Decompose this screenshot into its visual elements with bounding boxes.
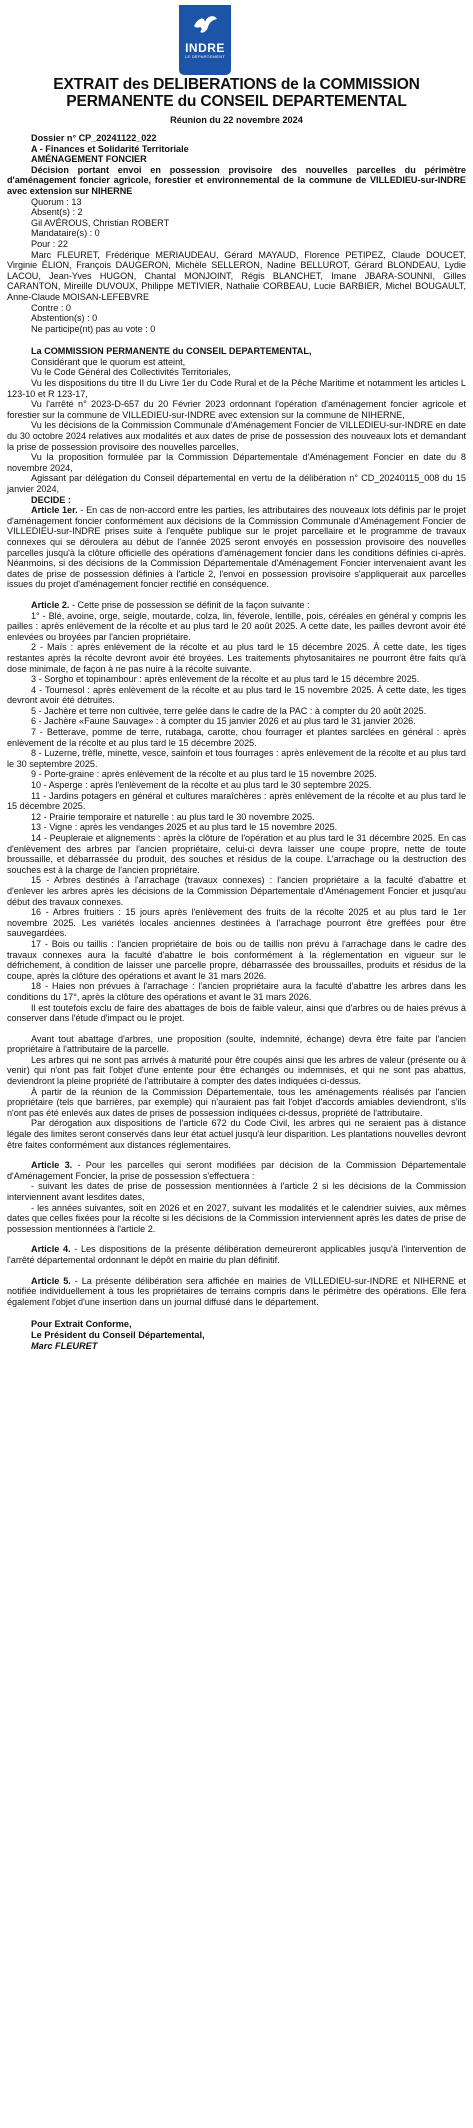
article-2-paragraph: À partir de la réunion de la Commission Départementale, tous les aménagements réalisés par l'ancien propriétaire (tels que barrières, par exemple) qui n'auraient pas fait l'objet d'accords amiables deviendront, s'ils n'ont pas été enlevés aux dates de prises de possession indiquées ci-dessus, propriété de l'attributaire. xyxy=(7,1086,466,1118)
article-4-text: - Les dispositions de la présente délibération demeureront applicables jusqu'à l'intervention de l'arrêté départemental ordonnant le dépôt en mairie du plan définitif. xyxy=(7,1244,466,1265)
article-4-label: Article 4. xyxy=(31,1244,71,1255)
attendance-block xyxy=(7,197,466,250)
meeting-date: Réunion du 22 novembre 2024 xyxy=(170,115,303,125)
article-2-item: 7 - Betterave, pomme de terre, rutabaga, carotte, chou fourrager et plantes sarclées en général : après enlèvement de la récolte et au plus tard le 15 décembre 2025. xyxy=(7,727,466,748)
article-2-label: Article 2. xyxy=(31,599,70,610)
article-3-item: - les années suivantes, soit en 2026 et en 2027, suivant les modalités et le calendrier suivies, aux mêmes dates que celles fixées pour la récolte si les décisions de la Commission interviennent après les dates de prise de possession mentionnées à l'article 2. xyxy=(7,1202,466,1234)
article-2-item: 11 - Jardins potagers en général et cultures maraîchères : après enlèvement de la récolte et au plus tard le 15 décembre 2025. xyxy=(7,790,466,812)
dossier-number: Dossier n° CP_20241122_022 xyxy=(31,133,157,143)
article-3-item: - suivant les dates de prise de possession mentionnées à l'article 2 si les décisions de la Commission interviennent avant lesdites dates, xyxy=(7,1181,466,1202)
dossier-subject: AMÉNAGEMENT FONCIER xyxy=(31,154,147,165)
page-title-line1: EXTRAIT des DELIBERATIONS de la COMMISSION xyxy=(53,76,420,93)
preamble-item: Vu la proposition formulée par la Commission Départementale d'Aménagement Foncier en date du 8 novembre 2024, xyxy=(7,452,466,473)
preamble-item: Vu l'arrêté n° 2023-D-657 du 20 Février 2023 ordonnant l'opération d'aménagement foncier agricole et forestier sur la commune de VILLEDIEU-sur-INDRE avec extension sur la commune de NIHERNE, xyxy=(7,399,466,420)
article-3-intro-text: - Pour les parcelles qui seront modifiées par décision de la Commission Départementale d'Aménagement Foncier, la prise de possession s'effectuera : xyxy=(7,1160,466,1181)
article-2-item: 6 - Jachère «Faune Sauvage» : à compter du 15 janvier 2026 et au plus tard le 31 janvier 2026. xyxy=(31,716,416,727)
article-2-item: 5 - Jachère et terre non cultivée, terre gelée dans le cadre de la PAC : à compter du 20 août 2025. xyxy=(31,705,427,716)
absents-count: Absent(s) : 2 xyxy=(31,207,83,218)
dossier-category: A - Finances et Solidarité Territoriale xyxy=(31,143,189,154)
article-2-item: 13 - Vigne : après les vendanges 2025 et au plus tard le 15 novembre 2025. xyxy=(31,822,338,833)
header-logo-area xyxy=(7,0,466,76)
article-2-intro-text: - Cette prise de possession se définit de la façon suivante : xyxy=(69,599,310,610)
article-2-item: 18 - Haies non prévues à l'arrachage : l'ancien propriétaire aura la faculté d'abattre les arbres dans les conditions du 17°, après la clôture des opérations et avant le 31 mars 2026. xyxy=(7,981,466,1002)
contre: Contre : 0 xyxy=(31,302,71,313)
pour-names: Marc FLEURET, Frédérique MERIAUDEAU, Gérard MAYAUD, Florence PETIPEZ, Claude DOUCET, Virginie ÉLION, François DAUGERON, Michèle SELLERON, Nadine BELLUROT, Gérard BLONDEAU, Lydie LACOU, Jean-Yves HUGON, Chantal MONJOINT, Régis BLANCHET, Imane JBARA-SOUNNI, Gilles CARANTON, Mireille DUVOUX, Philippe METIVIER, Nathalie CORBEAU, Lucie BARBIER, Michel BOUGAULT, Anne-Claude MOISAN-LEFEBVRE xyxy=(7,249,466,302)
commission-heading: La COMMISSION PERMANENTE du CONSEIL DEPARTEMENTAL, xyxy=(31,346,312,357)
article-2-item: 9 - Porte-graine : après enlèvement de la récolte et au plus tard le 15 novembre 2025. xyxy=(31,769,377,780)
article-2-item: 16 - Arbres fruitiers : 15 jours après l'enlèvement des fruits de la récolte 2025 et au plus tard le 1er novembre 2025. Les variétés locales anciennes destinées à l'arrachage pourront être greffées pour être sauvegardées. xyxy=(7,907,466,939)
article-2-item: 8 - Luzerne, trèfle, minette, vesce, sainfoin et tous fourrages : après enlèvement de la récolte et au plus tard le 30 septembre 2025. xyxy=(7,748,466,769)
article-2-paragraph: Les arbres qui ne sont pas arrivés à maturité pour être coupés ainsi que les arbres de valeur (présente ou à venir) qui n'ont pas fait l'objet d'une entente pour être échangés ou indemnisés, et qui ne sont pas abattus, deviendront la pleine propriété de l'attributaire à compter des dates indiquées ci-dessus. xyxy=(7,1054,466,1087)
article-2-item: Il est toutefois exclu de faire des abattages de bois de faible valeur, ainsi que d'arbres ou de haies prévus à conserver dans l'étude d'impact ou le projet. xyxy=(7,1002,466,1024)
article-4 xyxy=(7,1244,466,1265)
article-1 xyxy=(7,505,466,590)
bird-icon xyxy=(190,10,220,40)
indre-logo xyxy=(179,5,231,75)
dossier-header xyxy=(7,133,466,165)
signature-name: Marc FLEURET xyxy=(31,1341,98,1352)
logo-subtitle: LE DÉPARTEMENT xyxy=(184,54,226,59)
decide-heading: DECIDE : xyxy=(31,494,71,505)
article-2-item: 4 - Tournesol : après enlèvement de la récolte et au plus tard le 15 novembre 2025. À cette date, les tiges devront avoir été détruites. xyxy=(7,684,466,706)
preamble-item: Considérant que le quorum est atteint, xyxy=(31,356,186,367)
article-5-text: - La présente délibération sera affichée en mairies de VILLEDIEU-sur-INDRE et NIHERNE et notifiée individuellement à tous les propriétaires de terrains compris dans le périmètre des opérations. Elle fera également l'objet d'une insertion dans un journal diffusé dans le département. xyxy=(7,1275,466,1307)
signature-block xyxy=(7,1319,466,1352)
article-2-item: 15 - Arbres destinés à l'arrachage (travaux connexes) : l'ancien propriétaire a la faculté d'abattre et d'enlever les arbres après les décisions de la Commission Départementale d'Aménagement Foncier et jusqu'au début des travaux connexes. xyxy=(7,875,466,907)
page-title-line2: PERMANENTE du CONSEIL DEPARTEMENTAL xyxy=(66,93,407,110)
article-2-intro xyxy=(7,600,466,611)
pour-count: Pour : 22 xyxy=(31,238,68,249)
article-2-item: 10 - Asperge : après l'enlèvement de la récolte et au plus tard le 30 septembre 2025. xyxy=(31,780,372,791)
logo-word: INDRE xyxy=(185,41,225,55)
preamble-item: Agissant par délégation du Conseil départemental en vertu de la délibération n° CD_20240115_008 du 15 janvier 2024, xyxy=(7,473,466,494)
article-2-item: 2 - Maïs : après enlèvement de la récolte et au plus tard le 15 décembre 2025. À cette date, les tiges restantes après la récolte devront avoir été broyées. Les traitements phytosanitaires ne pourront être faits qu'à dose minimale, de façon à ne pas nuire à la récolte suivante. xyxy=(7,642,466,674)
article-2-item: 12 - Prairie temporaire et naturelle : au plus tard le 30 novembre 2025. xyxy=(31,811,315,822)
signature-line1: Pour Extrait Conforme, xyxy=(31,1319,132,1330)
article-2-item: 3 - Sorgho et topinambour : après enlèvement de la récolte et au plus tard le 15 décembre 2025. xyxy=(31,674,420,685)
abstention: Abstention(s) : 0 xyxy=(31,313,98,324)
article-2-item: 17 - Bois ou taillis : l'ancien propriétaire de bois ou de taillis non prévu à l'arrachage dans le cadre des travaux connexes aura la faculté d'abattre le bois conformément à la réglementation en vigueur sur le défrichement, à condition de laisser une parcelle propre, débarrassée des broussailles, produits et résidus de la coupe, après la clôture des opérations et avant le 31 mars 2026. xyxy=(7,938,466,981)
preamble-item: Vu les décisions de la Commission Communale d'Aménagement Foncier de VILLEDIEU-sur-INDRE en date du 30 octobre 2024 relatives aux modalités et aux dates de prise de possession des nouveaux lots et demandant la prise de possession provisoire des nouvelles parcelles, xyxy=(7,420,466,452)
quorum: Quorum : 13 xyxy=(31,196,82,207)
article-1-text: - En cas de non-accord entre les parties, les attributaires des nouveaux lots définis par le projet d'aménagement foncier conformément aux décisions de la Commission Communale d'Aménagement Foncier de VILLEDIEU-sur-INDRE prises suite à l'enquête publique sur le projet parcellaire et le programme de travaux connexes qui se déroulera au début de l'année 2025 seront envoyés en possession provisoire des nouvelles parcelles jusqu'à la clôture officielle des opérations d'aménagement foncier dans les conditions définies ci-après. Néanmoins, si des décisions de la Commission Départementale d'Aménagement Foncier intervenaient avant les dates de prise de possession définies à l'article 2, l'envoi en possession provisoire s'appliquerait aux parcelles issues du projet d'aménagement foncier rectifié en conséquence. xyxy=(7,505,466,590)
article-2-paragraph: Avant tout abattage d'arbres, une proposition (soulte, indemnité, échange) devra être faite par l'ancien propriétaire à l'attributaire de la parcelle. xyxy=(7,1033,466,1055)
mandataires: Mandataire(s) : 0 xyxy=(31,228,100,239)
article-1-label: Article 1er. xyxy=(31,505,78,516)
article-2-item: 14 - Peupleraie et alignements : après la clôture de l'opération et au plus tard le 31 décembre 2025. En cas d'enlèvement des arbres par l'ancien propriétaire, celui-ci devra laisser une coupe propre, nette de toute broussaille, et débarrassée du produit, des souches et résidus de la coupe. L'arrachage ou la destruction des souches est à la charge de l'ancien propriétaire. xyxy=(7,833,466,875)
notice-page xyxy=(7,0,466,1352)
article-2-paragraph: Par dérogation aux dispositions de l'article 672 du Code Civil, les arbres qui ne seraient pas à distance légale des limites seront conservés dans leur état actuel jusqu'à leur disparition. Les plantations nouvelles devront être faites conformément aux distances réglementaires. xyxy=(7,1118,466,1150)
signature-line2: Le Président du Conseil Départemental, xyxy=(31,1330,205,1341)
article-3-label: Article 3. xyxy=(31,1160,73,1171)
article-5 xyxy=(7,1276,466,1308)
nppv: Ne participe(nt) pas au vote : 0 xyxy=(31,323,156,334)
article-2-item: 1° - Blé, avoine, orge, seigle, moutarde, colza, lin, féverole, lentille, pois, céréales en général y compris les pailles : après enlèvement de la récolte et au plus tard le 20 août 2025. A cette date, les pailles devront avoir été enlevées ou broyées par l'ancien propriétaire. xyxy=(7,610,466,642)
dossier-decision: Décision portant envoi en possession provisoire des nouvelles parcelles du périmètre d'aménagement foncier agricole, forestier et environnemental de la commune de VILLEDIEU-sur-INDRE avec extension sur NIHERNE xyxy=(7,164,466,196)
article-3-intro xyxy=(7,1160,466,1181)
preamble-item: Vu les dispositions du titre II du Livre 1er du Code Rural et de la Pêche Maritime et notamment les articles L 123-10 et R 123-17, xyxy=(7,378,466,399)
absents-names: Gil AVÉROUS, Christian ROBERT xyxy=(31,217,170,228)
article-5-label: Article 5. xyxy=(31,1275,71,1286)
vote-results xyxy=(7,303,466,335)
preamble-item: Vu le Code Général des Collectivités Territoriales, xyxy=(31,367,231,378)
